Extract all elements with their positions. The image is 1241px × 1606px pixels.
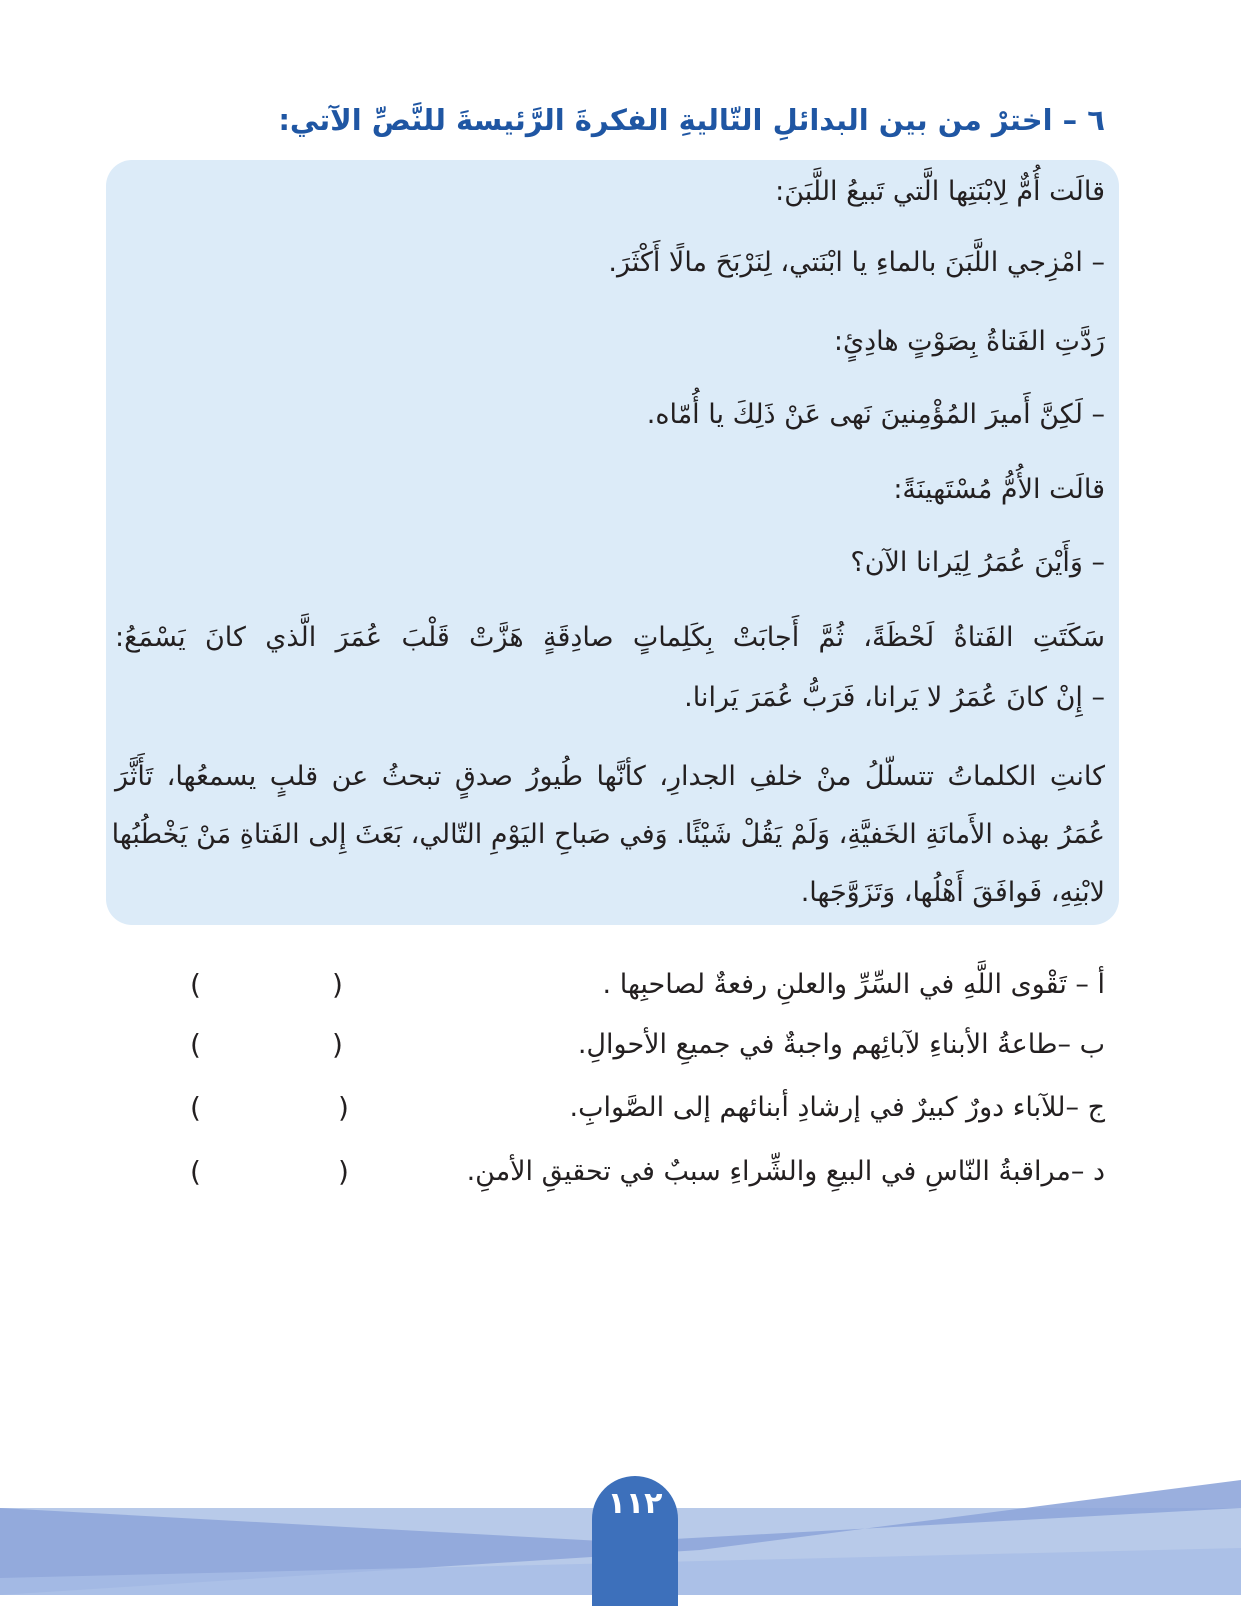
option-text: ب –طاعةُ الأبناءِ لآبائِهم واجبةٌ في جميعِ الأحوالِ. — [577, 1029, 1105, 1060]
page-number: ١١٢ — [607, 1486, 663, 1521]
passage-line: رَدَّتِ الفَتاةُ بِصَوْتٍ هادِئٍ: — [833, 326, 1105, 357]
passage-line: – امْزِجي اللَّبَنَ بالماءِ يا ابْنَتي، لِنَرْبَحَ مالًا أَكْثَرَ. — [608, 247, 1105, 278]
passage-line: قالَت أُمٌّ لِابْنَتِها الَّتي تَبيعُ اللَّبَنَ: — [775, 176, 1105, 207]
passage-line: – وَأَيْنَ عُمَرُ لِيَرانا الآن؟ — [850, 547, 1105, 578]
answer-paren-close: ) — [190, 1091, 201, 1124]
passage-line: عُمَرُ بهذه الأَمانَةِ الخَفيَّةِ، وَلَمْ يَقُلْ شَيْئًا. وَفي صَباحِ اليَوْمِ التّالي، بَعَثَ إِلى الفَتاةِ مَنْ يَخْطُبُها — [111, 819, 1105, 850]
answer-paren-close: ) — [190, 1028, 201, 1061]
answer-paren-open: ( — [332, 1028, 343, 1061]
answer-paren-close: ) — [190, 968, 201, 1001]
answer-paren-close: ) — [190, 1155, 201, 1188]
answer-paren-open: ( — [332, 968, 343, 1001]
passage-line: – لَكِنَّ أَميرَ المُؤْمِنينَ نَهى عَنْ ذَلِكَ يا أُمّاه. — [646, 399, 1105, 430]
answer-paren-open: ( — [338, 1155, 349, 1188]
passage-line: قالَت الأُمُّ مُسْتَهينَةً: — [893, 474, 1105, 505]
option-text: د –مراقبةُ النّاسِ في البيعِ والشِّراءِ سببٌ في تحقيقِ الأمنِ. — [466, 1156, 1105, 1187]
option-text: أ – تَقْوى اللَّهِ في السِّرِّ والعلنِ رفعةٌ لصاحبِها . — [602, 969, 1105, 1000]
answer-paren-open: ( — [338, 1091, 349, 1124]
passage-line: سَكَتَتِ الفَتاةُ لَحْظَةً، ثُمَّ أَجابَتْ بِكَلِماتٍ صادِقَةٍ هَزَّتْ قَلْبَ عُمَرَ الَّذي كانَ يَسْمَعُ: — [115, 622, 1105, 653]
passage-line: لابْنِهِ، فَوافَقَ أَهْلُها، وَتَزَوَّجَها. — [800, 877, 1105, 908]
passage-line: – إِنْ كانَ عُمَرُ لا يَرانا، فَرَبُّ عُمَرَ يَرانا. — [684, 682, 1105, 713]
question-title: ٦ – اخترْ من بين البدائلِ التّاليةِ الفكرةَ الرَّئيسةَ للنَّصِّ الآتي: — [278, 103, 1105, 137]
passage-line: كانتِ الكلماتُ تتسلّلُ منْ خلفِ الجدارِ، كأنَّها طُيورُ صدقٍ تبحثُ عن قلبٍ يسمعُها، تَأَثَّرَ — [115, 761, 1105, 792]
option-text: ج –للآباء دورٌ كبيرٌ في إرشادِ أبنائهم إلى الصَّوابِ. — [569, 1092, 1105, 1123]
